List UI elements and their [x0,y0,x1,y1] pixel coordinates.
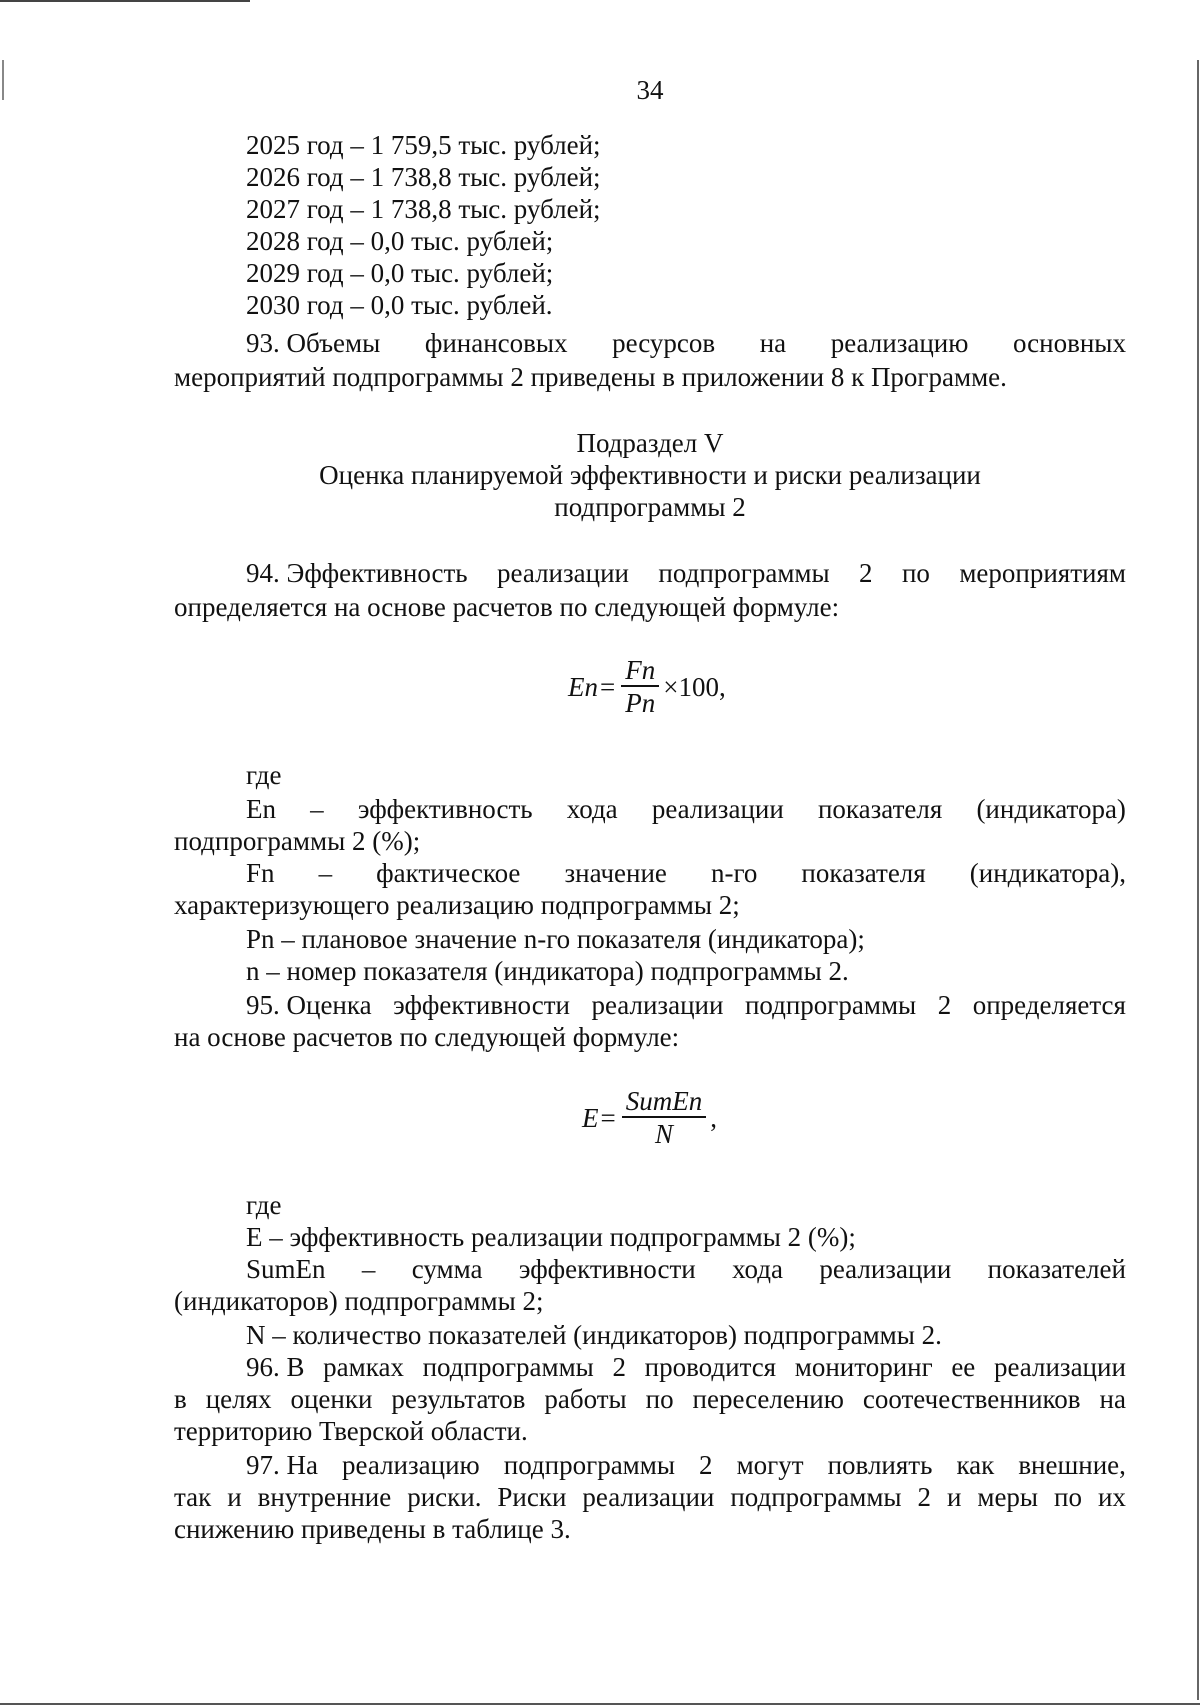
paragraph-96-line-1: 96. В рамках подпрограммы 2 проводится мониторинг ее реализации [246,1352,1126,1382]
subsection-heading-line-1: Оценка планируемой эффективности и риски реализации [319,460,981,490]
paragraph-96-line-3: территорию Тверской области. [174,1416,528,1446]
page-number: 34 [636,75,664,105]
formula-e-numerator: SumEn [622,1086,707,1118]
funding-line-2026: 2026 год – 1 738,8 тыс. рублей; [246,162,601,192]
definition-en-line-2: подпрограммы 2 (%); [174,826,421,856]
paragraph-95-line-1: 95. Оценка эффективности реализации подпрограммы 2 определяется [246,990,1126,1020]
subsection-heading-line-2: подпрограммы 2 [554,492,746,522]
funding-line-2028: 2028 год – 0,0 тыс. рублей; [246,226,554,256]
formula-en-lhs: En [568,671,598,702]
definition-e: E – эффективность реализации подпрограммы 2 (%); [246,1222,856,1252]
definition-n-count: N – количество показателей (индикаторов) подпрограммы 2. [246,1320,942,1350]
scan-artifact-top [0,0,250,2]
scan-artifact-bottom [0,1703,1200,1705]
definition-sumen-line-2: (индикаторов) подпрограммы 2; [174,1286,544,1316]
formula-e-denominator: N [654,1119,673,1149]
paragraph-95-line-2: на основе расчетов по следующей формуле: [174,1022,680,1052]
paragraph-94-line-2: определяется на основе расчетов по следующей формуле: [174,592,840,622]
paragraph-96-line-2: в целях оценки результатов работы по переселению соотечественников на [174,1384,1126,1414]
formula-e-equals: = [600,1102,616,1133]
paragraph-97-line-3: снижению приведены в таблице 3. [174,1514,571,1544]
scan-artifact-right-edge [1197,60,1199,1700]
paragraph-97-line-2: так и внутренние риски. Риски реализации подпрограммы 2 и меры по их [174,1482,1126,1512]
formula-e-lhs: E [582,1102,599,1133]
formula-e-fraction [622,1086,707,1150]
where-label-2: где [246,1190,282,1220]
formula-en-numerator: Fn [621,655,659,687]
formula-en-denominator: Pn [625,688,656,718]
funding-line-2029: 2029 год – 0,0 тыс. рублей; [246,258,554,288]
definition-en-line-1: En – эффективность хода реализации показателя (индикатора) [246,794,1126,824]
funding-line-2030: 2030 год – 0,0 тыс. рублей. [246,290,553,320]
formula-en-equals: = [600,671,616,702]
definition-sumen-line-1: SumEn – сумма эффективности хода реализации показателей [246,1254,1126,1284]
definition-fn-line-1: Fn – фактическое значение n-го показателя (индикатора), [246,858,1126,888]
formula-en-fraction [621,655,659,719]
definition-n: n – номер показателя (индикатора) подпрограммы 2. [246,956,849,986]
where-label-1: где [246,760,282,790]
formula-en-tail: ×100, [663,671,726,702]
formula-en [568,655,726,719]
funding-line-2027: 2027 год – 1 738,8 тыс. рублей; [246,194,601,224]
formula-e-tail: , [710,1102,717,1133]
subsection-title: Подраздел V [576,428,724,458]
definition-fn-line-2: характеризующего реализацию подпрограммы 2; [174,890,740,920]
paragraph-93-line-1: 93. Объемы финансовых ресурсов на реализацию основных [246,328,1126,358]
funding-line-2025: 2025 год – 1 759,5 тыс. рублей; [246,130,601,160]
paragraph-94-line-1: 94. Эффективность реализации подпрограммы 2 по мероприятиям [246,558,1126,588]
paragraph-97-line-1: 97. На реализацию подпрограммы 2 могут повлиять как внешние, [246,1450,1126,1480]
definition-pn: Pn – плановое значение n-го показателя (индикатора); [246,924,865,954]
formula-e [582,1086,717,1150]
paragraph-93-line-2: мероприятий подпрограммы 2 приведены в приложении 8 к Программе. [174,362,1007,392]
